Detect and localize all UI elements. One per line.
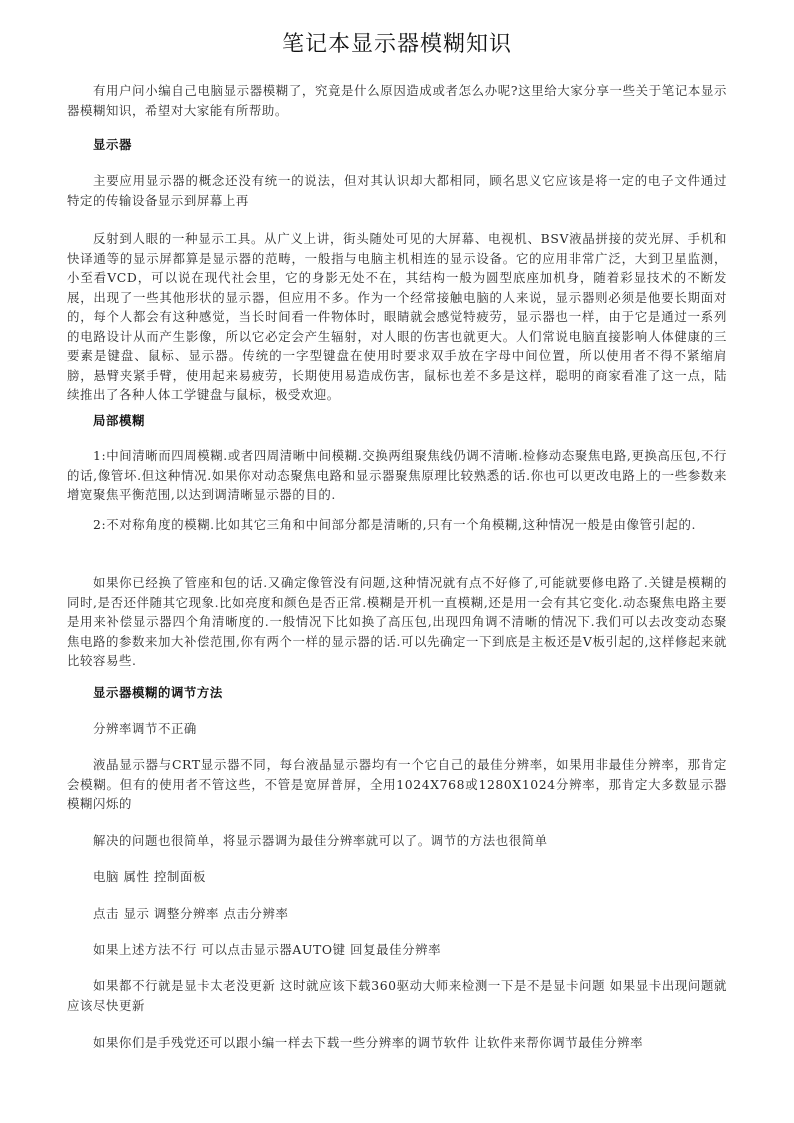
paragraph: 如果都不行就是显卡太老没更新 这时就应该下载360驱动大师来检测一下是不是显卡问题 如果显卡出现问题就应该尽快更新 — [67, 978, 727, 1013]
paragraph: 2:不对称角度的模糊.比如其它三角和中间部分都是清晰的,只有一个角模糊,这种情况一般是由像管引起的. — [93, 517, 696, 532]
paragraph: 主要应用显示器的概念还没有统一的说法，但对其认识却大都相同，顾名思义它应该是将一定的电子文件通过特定的传输设备显示到屏幕上再 — [67, 173, 727, 208]
intro-paragraph: 有用户问小编自己电脑显示器模糊了，究竟是什么原因造成或者怎么办呢?这里给大家分享一些关于笔记本显示器模糊知识，希望对大家能有所帮助。 — [67, 83, 727, 118]
paragraph: 解决的问题也很简单，将显示器调为最佳分辨率就可以了。调节的方法也很简单 — [93, 833, 548, 848]
paragraph: 如果你们是手残党还可以跟小编一样去下载一些分辨率的调节软件 让软件来帮你调节最佳分辨率 — [93, 1035, 644, 1050]
paragraph: 液晶显示器与CRT显示器不同，每台液晶显示器均有一个它自己的最佳分辨率，如果用非最佳分辨率，那肯定会模糊。但有的使用者不管这些，不管是宽屏普屏，全用1024X768或1280X1024分辨率，那肯定大多数显示器模糊闪烁的 — [67, 757, 727, 811]
paragraph: 反射到人眼的一种显示工具。从广义上讲，街头随处可见的大屏幕、电视机、BSV液晶拼接的荧光屏、手机和快译通等的显示屏都算是显示器的范畴，一般指与电脑主机相连的显示设备。它的应用非常广泛，大到卫星监测，小至看VCD，可以说在现代社会里，它的身影无处不在，其结构一般为圆型底座加机身，随着彩显技术的不断发展，出现了一些其他形状的显示器，但应用不多。作为一个经常接触电脑的人来说，显示器则必须是他要长期面对的，每个人都会有这种感觉，当长时间看一件物体时，眼睛就会感觉特疲劳，显示器也一样，由于它是通过一系列的电路设计从而产生影像，所以它必定会产生辐射，对人眼的伤害也就更大。人们常说电脑直接影响人体健康的三要素是键盘、鼠标、显示器。传统的一字型键盘在使用时要求双手放在字母中间位置，所以使用者不得不紧缩肩膀，悬臂夹紧手臂，使用起来易疲劳，长期使用易造成伤害，鼠标也差不多是这样，聪明的商家看准了这一点，陆续推出了各种人体工学键盘与鼠标，极受欢迎。 — [67, 231, 727, 402]
paragraph: 电脑 属性 控制面板 — [93, 869, 207, 884]
section-heading-local-blur: 局部模糊 — [93, 413, 145, 428]
document-title: 笔记本显示器模糊知识 — [281, 32, 512, 57]
section-heading-display: 显示器 — [93, 137, 132, 152]
paragraph: 如果你已经换了管座和包的话.又确定像管没有问题,这种情况就有点不好修了,可能就要修电路了.关键是模糊的同时,是否还伴随其它现象.比如亮度和颜色是否正常.模糊是开机一直模糊,还是用一会有其它变化.动态聚焦电路主要是用来补偿显示器四个角清晰度的.一般情况下比如换了高压包,出现四角调不清晰的情况下.我们可以去改变动态聚焦电路的参数来加大补偿范围,你有两个一样的显示器的话.可以先确定一下到底是主板还是V板引起的,这样修起来就比较容易些. — [67, 575, 727, 668]
paragraph: 1:中间清晰而四周模糊.或者四周清晰中间模糊.交换两组聚焦线仍调不清晰.检修动态聚焦电路,更换高压包,不行的话,像管坏.但这种情况.如果你对动态聚焦电路和显示器聚焦原理比较熟悉的话.你也可以更改电路上的一些参数来增宽聚焦平衡范围,以达到调清晰显示器的目的. — [67, 448, 727, 502]
paragraph: 分辨率调节不正确 — [93, 721, 197, 736]
paragraph: 如果上述方法不行 可以点击显示器AUTO键 回复最佳分辨率 — [93, 942, 442, 957]
section-heading-adjust-method: 显示器模糊的调节方法 — [93, 685, 223, 700]
paragraph: 点击 显示 调整分辨率 点击分辨率 — [93, 906, 289, 921]
